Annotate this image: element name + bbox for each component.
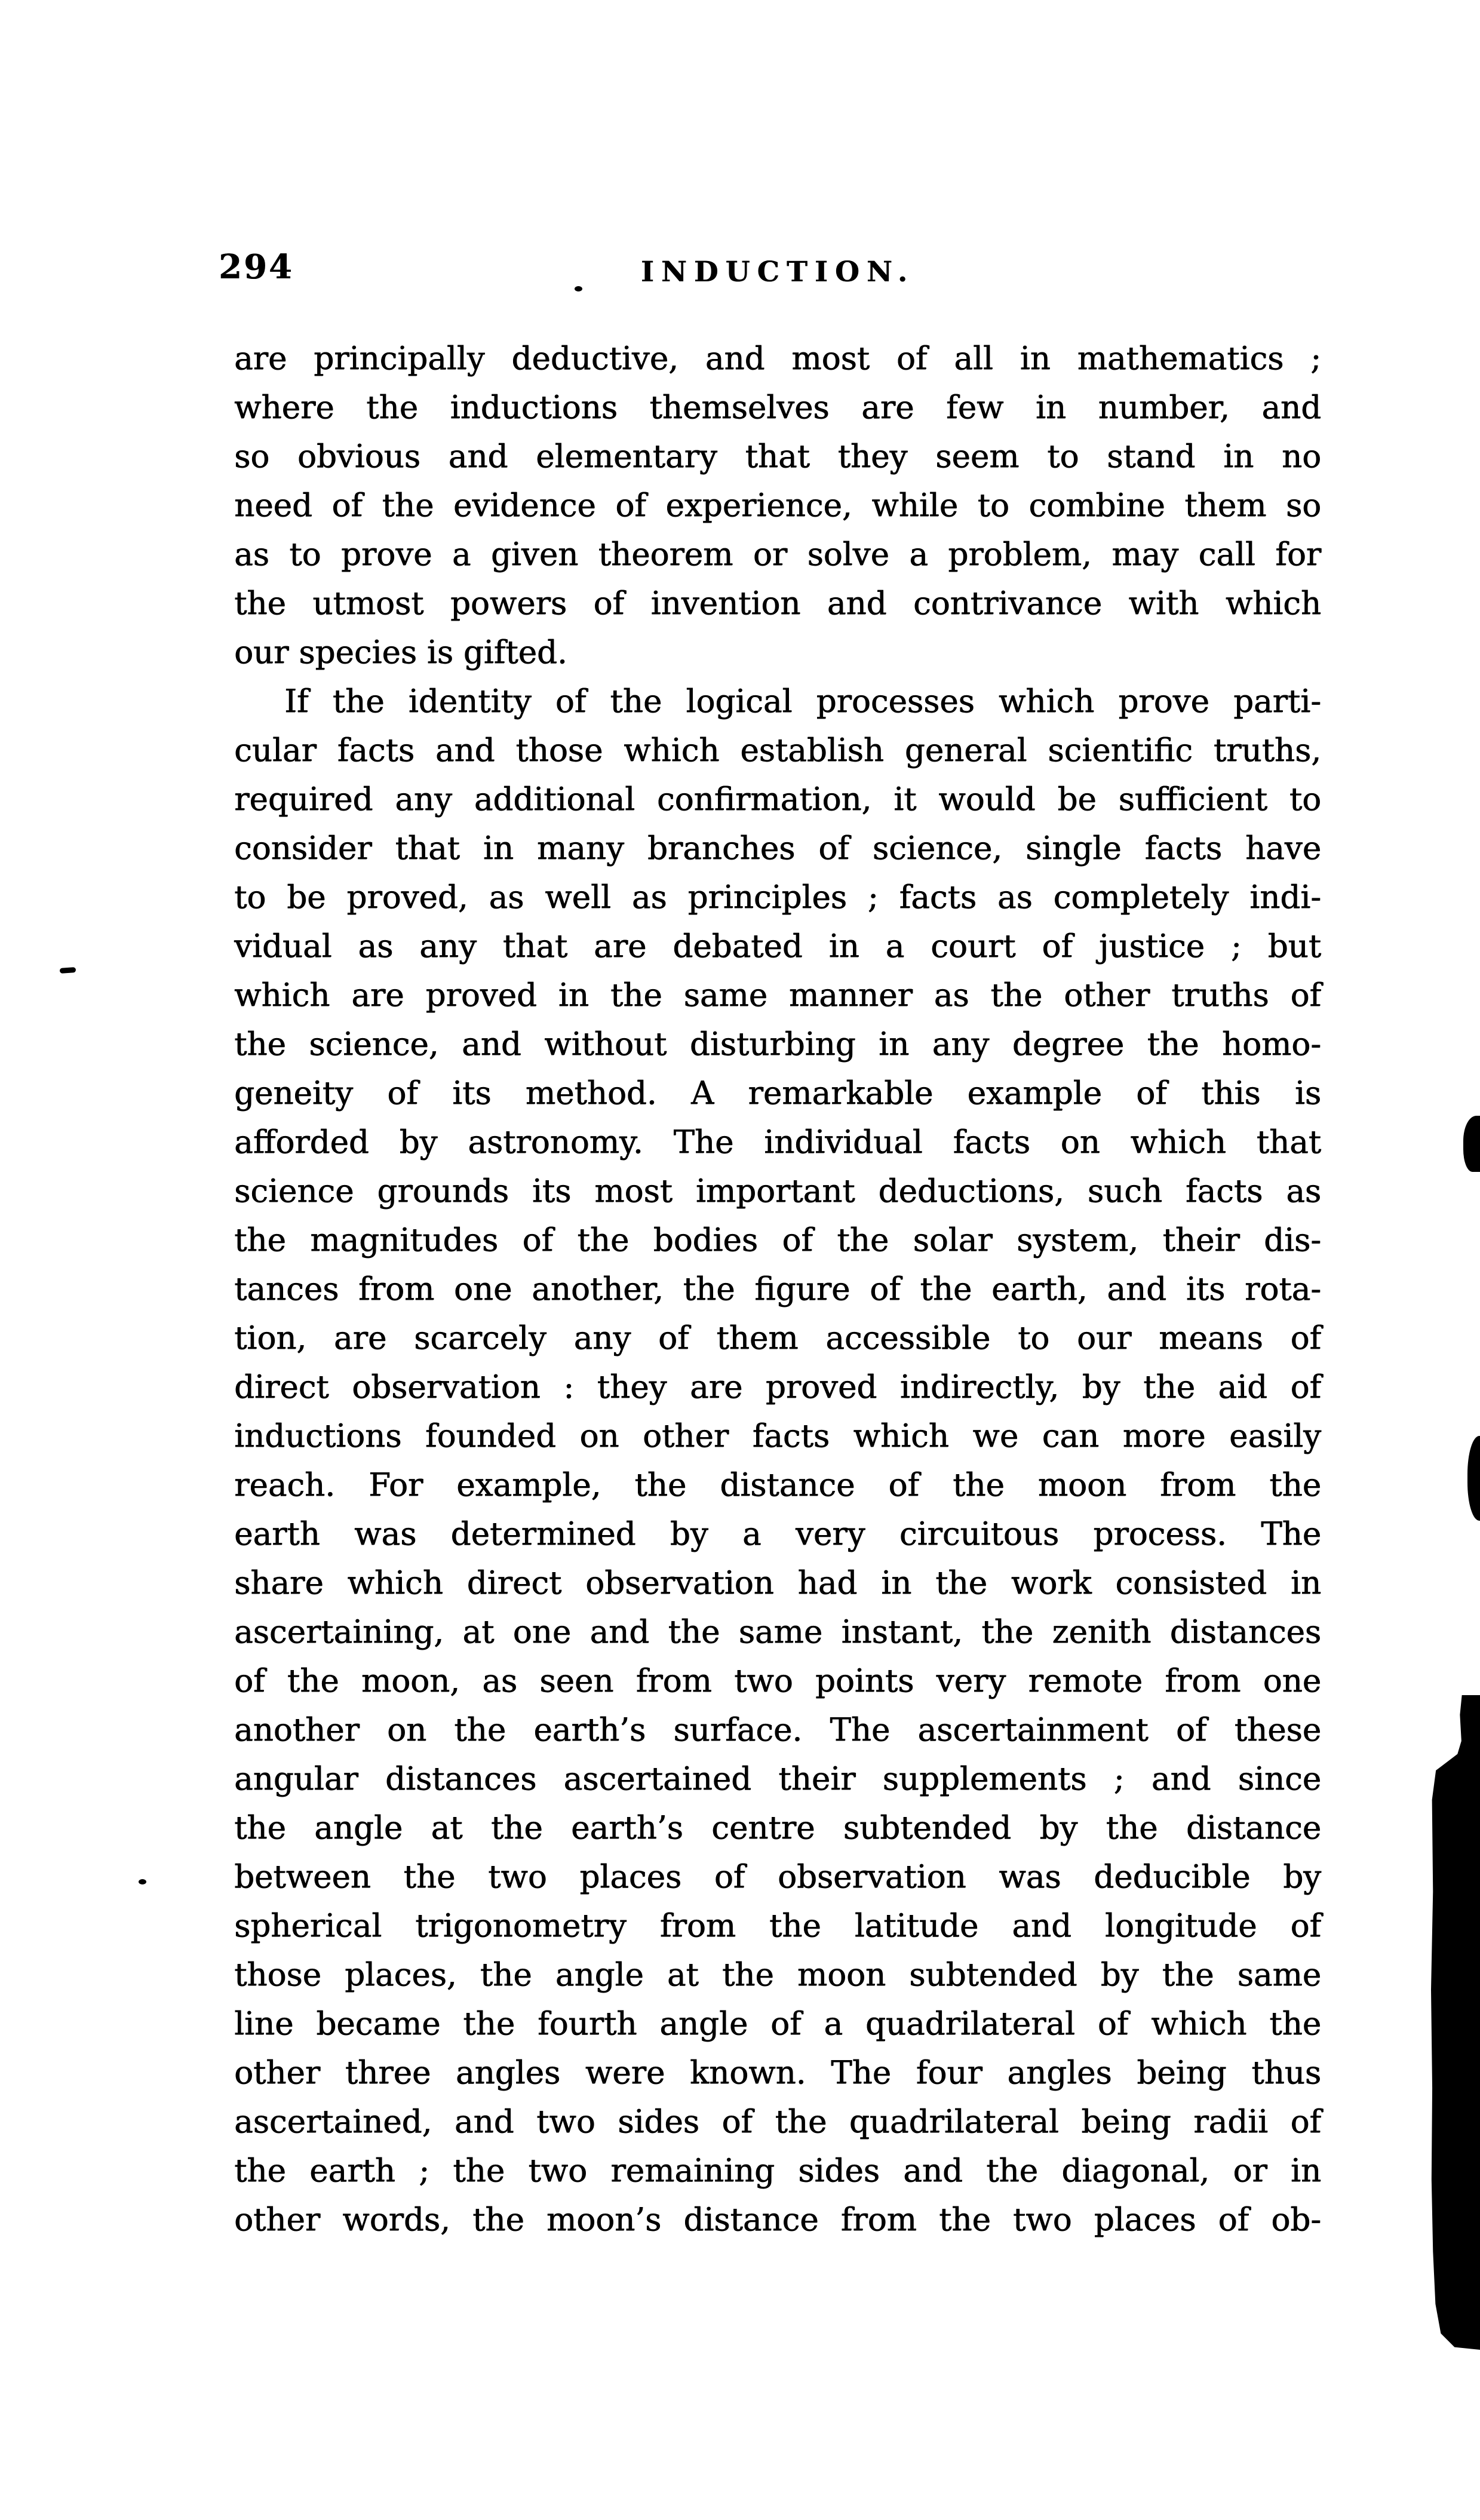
text-line: required any additional confirmation, it would be sufficient to (234, 781, 1321, 818)
page-number: 294 (219, 247, 294, 287)
scanner-edge-blob-icon (1431, 1695, 1480, 2350)
text-line: the magnitudes of the bodies of the solar system, their dis- (234, 1222, 1321, 1259)
text-line: ascertained, and two sides of the quadrilateral being radii of (234, 2104, 1321, 2140)
text-line: another on the earth’s surface. The ascertainment of these (234, 1712, 1321, 1748)
text-line: tances from one another, the figure of the earth, and its rota- (234, 1271, 1321, 1307)
ink-blot-small-icon (1463, 1116, 1480, 1172)
text-line: between the two places of observation was deducible by (234, 1859, 1321, 1895)
text-line: the science, and without disturbing in any degree the homo- (234, 1026, 1321, 1063)
text-line: those places, the angle at the moon subtended by the same (234, 1957, 1321, 1993)
text-line: which are proved in the same manner as the other truths of (234, 977, 1321, 1014)
running-header: INDUCTION. (640, 256, 915, 288)
text-line: share which direct observation had in the work consisted in (234, 1565, 1321, 1601)
text-line: to be proved, as well as principles ; facts as completely indi- (234, 879, 1321, 916)
text-line: of the moon, as seen from two points very remote from one (234, 1663, 1321, 1699)
text-line: cular facts and those which establish general scientific truths, (234, 732, 1321, 769)
text-line: inductions founded on other facts which we can more easily (234, 1418, 1321, 1454)
text-line: the earth ; the two remaining sides and the diagonal, or in (234, 2153, 1321, 2189)
text-line: line became the fourth angle of a quadrilateral of which the (234, 2006, 1321, 2042)
text-line: If the identity of the logical processes which prove parti- (284, 683, 1321, 720)
text-line: afforded by astronomy. The individual facts on which that (234, 1124, 1321, 1161)
text-line: tion, are scarcely any of them accessible to our means of (234, 1320, 1321, 1356)
text-line: spherical trigonometry from the latitude and longitude of (234, 1908, 1321, 1944)
text-line: science grounds its most important deductions, such facts as (234, 1173, 1321, 1210)
body-text (234, 334, 1321, 2245)
text-line: other three angles were known. The four angles being thus (234, 2055, 1321, 2091)
text-line: direct observation : they are proved indirectly, by the aid of (234, 1369, 1321, 1405)
text-line: so obvious and elementary that they seem to stand in no (234, 438, 1321, 475)
text-line: are principally deductive, and most of all in mathematics ; (234, 340, 1321, 377)
text-line: the angle at the earth’s centre subtended by the distance (234, 1810, 1321, 1846)
text-line: ascertaining, at one and the same instant, the zenith distances (234, 1614, 1321, 1650)
text-line: geneity of its method. A remarkable example of this is (234, 1075, 1321, 1112)
text-line: as to prove a given theorem or solve a problem, may call for (234, 536, 1321, 573)
text-line: the utmost powers of invention and contrivance with which (234, 585, 1321, 622)
ink-blot-curved-icon (1467, 1436, 1480, 1521)
text-line: our species is gifted. (234, 634, 567, 671)
text-line: vidual as any that are debated in a court of justice ; but (234, 928, 1321, 965)
text-line: where the inductions themselves are few in number, and (234, 389, 1321, 426)
ink-dash-icon (60, 967, 76, 974)
text-line: other words, the moon’s distance from the two places of ob- (234, 2202, 1321, 2238)
text-line: earth was determined by a very circuitous process. The (234, 1516, 1321, 1552)
text-line: reach. For example, the distance of the moon from the (234, 1467, 1321, 1503)
text-line: angular distances ascertained their supplements ; and since (234, 1761, 1321, 1797)
ink-dot-icon (139, 1879, 146, 1884)
ink-speck-icon (575, 286, 582, 291)
text-line: consider that in many branches of science, single facts have (234, 830, 1321, 867)
text-line: need of the evidence of experience, while to combine them so (234, 487, 1321, 524)
